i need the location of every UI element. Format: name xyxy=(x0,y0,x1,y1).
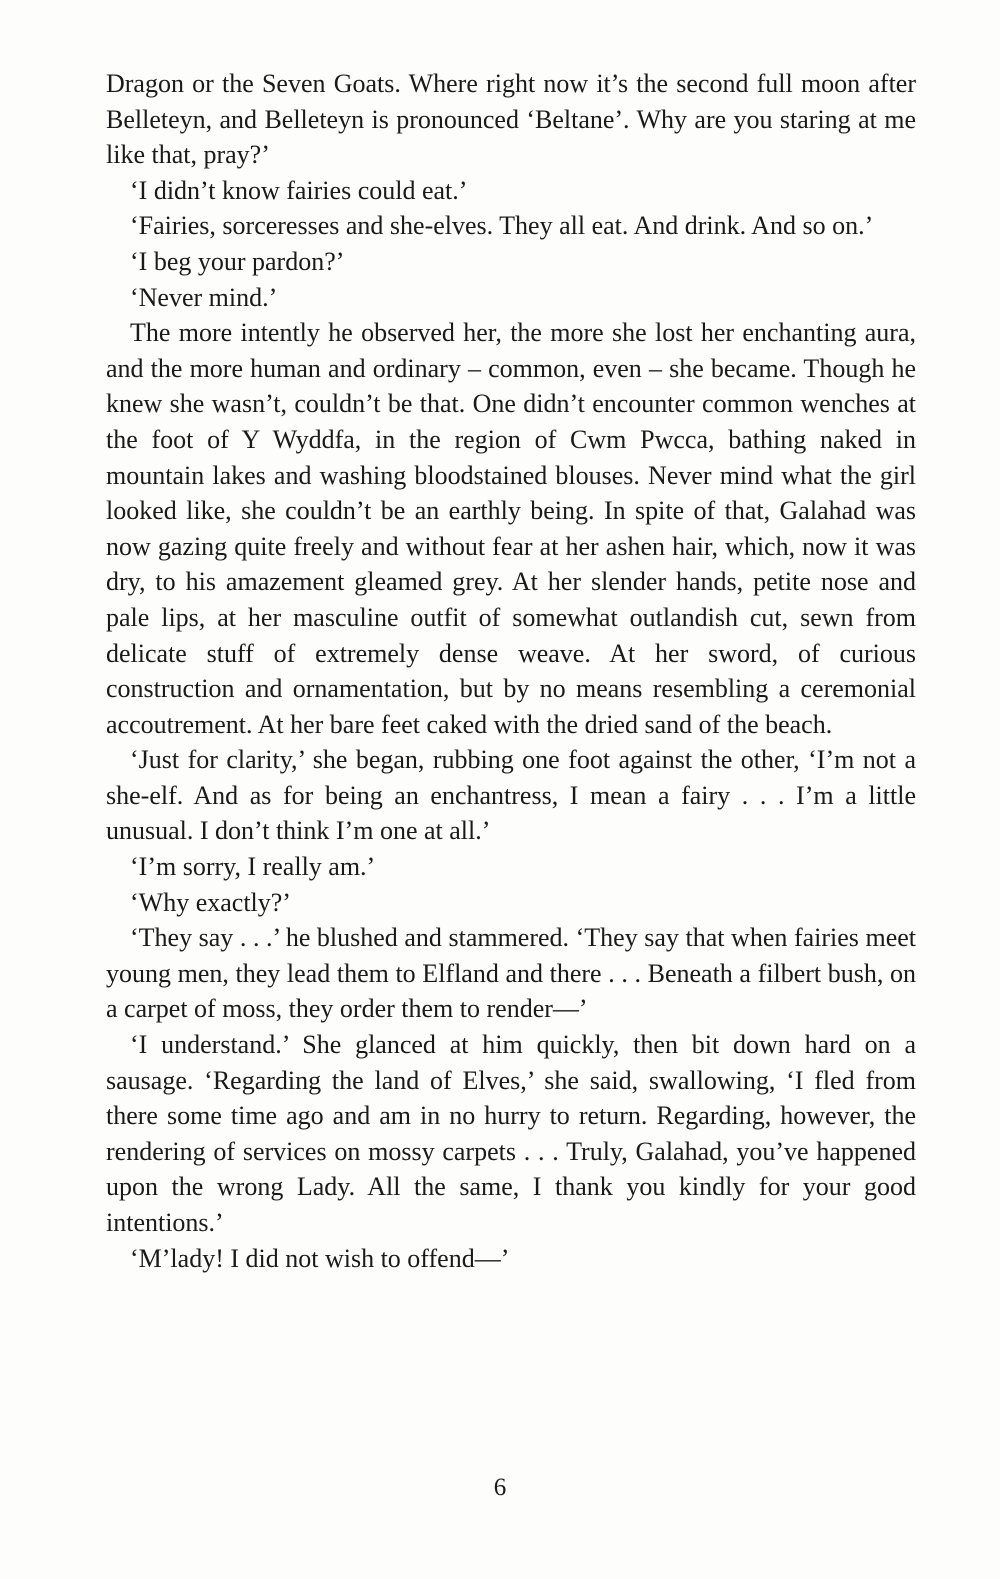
paragraph: ‘Why exactly?’ xyxy=(130,887,291,917)
paragraph: ‘I didn’t know fairies could eat.’ xyxy=(130,175,468,205)
paragraph: ‘I understand.’ She glanced at him quickly, then bit down hard on a sausage. ‘Regarding the land of Elves,’ she said, swallowing, ‘I fled from there some time ago and am in no hurry to return. Regarding, however, the rendering of services on mossy carpets . . . Truly, Galahad, you’ve happened upon the wrong Lady. All the same, I thank you kindly for your good intentions.’ xyxy=(106,1030,916,1237)
paragraph: ‘I beg your pardon?’ xyxy=(130,246,345,276)
paragraph: ‘M’lady! I did not wish to offend—’ xyxy=(130,1243,510,1273)
paragraph: ‘Just for clarity,’ she began, rubbing one foot against the other, ‘I’m not a she-elf. And as for being an enchantress, I mean a fairy . . . I’m a little unusual. I don’t think I’m one at all.’ xyxy=(106,745,916,846)
body-text xyxy=(106,66,916,1276)
paragraph: ‘I’m sorry, I really am.’ xyxy=(130,852,376,882)
page-number: 6 xyxy=(493,1474,507,1501)
paragraph: ‘Never mind.’ xyxy=(130,282,278,312)
paragraph: ‘They say . . .’ he blushed and stammered. ‘They say that when fairies meet young men, they lead them to Elfland and there . . . Beneath a filbert bush, on a carpet of moss, they order them to render—’ xyxy=(106,923,916,1024)
paragraph-continued: Dragon or the Seven Goats. Where right now it’s the second full moon after Belleteyn, and Belleteyn is pronounced ‘Beltane’. Why are you staring at me like that, pray?’ xyxy=(106,69,916,170)
paragraph: ‘Fairies, sorceresses and she-elves. They all eat. And drink. And so on.’ xyxy=(130,211,874,241)
paragraph: The more intently he observed her, the more she lost her enchanting aura, and the more human and ordinary – common, even – she became. Though he knew she wasn’t, couldn’t be that. One didn’t encounter common wenches at the foot of Y Wyddfa, in the region of Cwm Pwcca, bathing naked in mountain lakes and washing bloodstained blouses. Never mind what the girl looked like, she couldn’t be an earthly being. In spite of that, Galahad was now gazing quite freely and without fear at her ashen hair, which, now it was dry, to his amazement gleamed grey. At her slender hands, petite nose and pale lips, at her masculine outfit of somewhat outlandish cut, sewn from delicate stuff of extremely dense weave. At her sword, of curious construction and ornamentation, but by no means resembling a ceremonial accoutrement. At her bare feet caked with the dried sand of the beach. xyxy=(106,318,916,739)
